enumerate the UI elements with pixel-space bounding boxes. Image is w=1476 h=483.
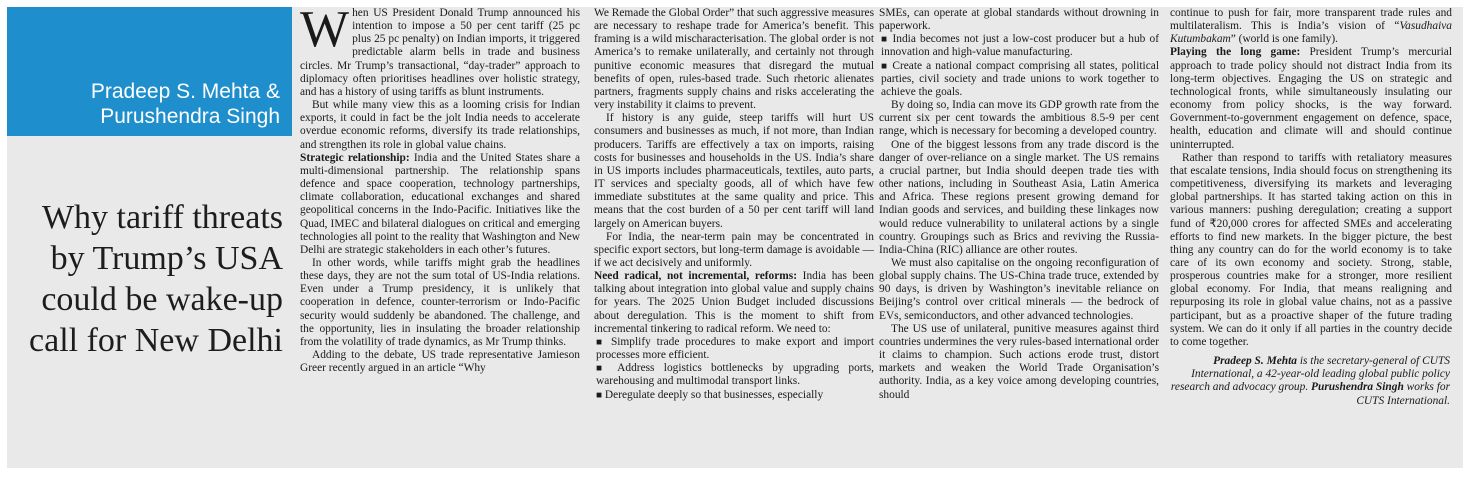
paragraph: In other words, while tariffs might grab the headlines these days, they are not the sum total of US-India relations. Even under a Trump presidency, it is unlikely that cooperation in defence, counter-terrorism or Indo-Pacific security would suddenly be abandoned. The challenge, and the opportunity, lies in insulating the broader relationship from the volatility of trade dynamics, as Mr Trump thinks. (300, 256, 580, 348)
black-square-icon: ■ (596, 336, 606, 348)
subheading: Need radical, not incremental, reforms: (594, 270, 798, 283)
article-column-2 (594, 7, 874, 468)
paragraph: For India, the near-term pain may be concentrated in specific export sectors, but long-term damage is avoidable — if we act decisively and uniformly. (594, 230, 874, 269)
byline-line-1: Pradeep S. Mehta & (90, 80, 280, 103)
paragraph: Adding to the debate, US trade representative Jamieson Greer recently argued in an article “Why (300, 349, 580, 375)
author-byline (91, 79, 280, 129)
headline: Why tariff threats by Trump’s USA could be wake-up call for New Delhi (29, 199, 283, 359)
author-name: Purushendra Singh (1311, 381, 1404, 394)
paragraph: By doing so, India can move its GDP growth rate from the current six per cent towards the ambitious 8.5-9 per cent range, which is necessary for becoming a developed country. (879, 99, 1159, 138)
author-name: Pradeep S. Mehta (1213, 355, 1297, 368)
black-square-icon: ■ (596, 363, 609, 375)
paragraph: The US use of unilateral, punitive measures against third countries undermines the very rules-based international order it claims to champion. Such actions erode trust, distort markets and weaken the World Trade Organisation’s authority. India, as a key voice among developing countries, should (879, 322, 1159, 401)
paragraph: SMEs, can operate at global standards without drowning in paperwork. (879, 7, 1159, 33)
article-column-4 (1170, 7, 1452, 468)
paragraph: One of the biggest lessons from any trade discord is the danger of over-reliance on a single market. The US remains a crucial partner, but India should deepen trade ties with other nations, including in Southeast Asia, Latin America and Africa. These regions present growing demand for Indian goods and services, and building these linkages now would reduce vulnerability to unilateral actions by a single country. Groupings such as Brics and reviving the Russia-India-China (RIC) alliance are other routes. (879, 138, 1159, 256)
subheading: Playing the long game: (1170, 46, 1301, 59)
black-square-icon: ■ (881, 60, 889, 72)
bullet-item (879, 33, 1159, 59)
bullet-text: Deregulate deeply so that businesses, especially (604, 388, 824, 401)
black-square-icon: ■ (596, 389, 603, 401)
bullet-item (879, 60, 1159, 99)
drop-cap: W (300, 7, 350, 58)
bio-text: is the secretary-general of CUTS International, a 42-year-old leading global public policy research and advocacy group. (1170, 355, 1450, 394)
subheading: Strategic relationship: (300, 151, 410, 164)
paragraph (1170, 46, 1452, 151)
paragraph: If history is any guide, steep tariffs will hurt US consumers and businesses as much, if not more, than Indian producers. Tariffs are effectively a tax on imports, raising costs for businesses and households in the US. India’s share in US imports includes pharmaceuticals, textiles, auto parts, IT services and specialty goods, all of which have few immediate substitutes at the same quality and price. This means that the cost burden of a 50 per cent tariff will land largely on American buyers. (594, 112, 874, 230)
paragraph (1170, 7, 1452, 46)
paragraph: We must also capitalise on the ongoing reconfiguration of global supply chains. The US-China trade truce, extended by 90 days, is driven by Washington’s inevitable reliance on Beijing’s control over critical minerals — the bedrock of EVs, semiconductors, and other advanced technologies. (879, 256, 1159, 322)
bullet-text: Create a national compact comprising all states, political parties, civil society and trade unions to work together to achieve the goals. (881, 59, 1159, 98)
black-square-icon: ■ (881, 34, 889, 46)
paragraph-text: hen US President Donald Trump announced his intention to impose a 50 per cent tariff (25 pc plus 25 pc penalty) on Indian imports, it triggered predictable alarm bells in trade and business circles. Mr Trump’s transactional, “day-trader” approach to diplomacy often prioritises headlines over holistic strategy, and has a history of using tariffs as blunt instruments. (300, 7, 580, 98)
bullet-text: India becomes not just a low-cost producer but a hub of innovation and high-value manufacturing. (881, 33, 1159, 59)
paragraph: Rather than respond to tariffs with retaliatory measures that escalate tensions, India should focus on strengthening its competitiveness, diversifying its markets and leveraging global partnerships. It has started taking action on this in various manners: pushing deregulation; creating a support fund of ₹20,000 crores for affected SMEs and accelerating efforts to find new markets. In the bigger picture, the best thing any country can do for the world economy is to take care of its own economy and society. Strong, stable, prosperous countries make for a stronger, more resilient global economy. For India, that means realigning and repurposing its role in global value chains, not as a passive participant, but as a proactive shaper of the future trading system. We can do it only if all parties in the country decide to come together. (1170, 151, 1452, 348)
paragraph: But while many view this as a looming crisis for Indian exports, it could in fact be the jolt India needs to accelerate overdue economic reforms, diversify its trade relationships, and strengthen its role in global value chains. (300, 99, 580, 151)
bullet-item (594, 362, 874, 388)
paragraph-text: ” (world is one family). (1230, 33, 1338, 46)
bullet-text: Simplify trade procedures to make export and import processes more efficient. (596, 335, 874, 362)
paragraph-text: President Trump’s mercurial approach to trade policy should not distract India from its long-term objectives. Engaging the US on strategic and technological fronts, while simultaneously insulating our economy from policy shocks, is the way forward. Government-to-government engagement on defence, space, health, education and climate will and should continue uninterrupted. (1170, 46, 1452, 151)
byline-line-2: Purushendra Singh (100, 105, 280, 128)
bullet-item (594, 389, 874, 402)
author-bio (1170, 355, 1452, 408)
paragraph-text: continue to push for fair, more transparent trade rules and multilateralism. This is India’s vision of “ (1170, 7, 1452, 33)
paragraph-text: India and the United States share a multi-dimensional partnership. The relationship spans defence and space cooperation, technology partnerships, climate collaboration, educational exchanges and shared geopolitical concerns in the Indo-Pacific. Initiatives like the Quad, IMEC and bilateral dialogues on critical and emerging technologies all point to the reality that Washington and New Delhi are strategic stakeholders in each other’s futures. (300, 151, 580, 256)
article-column-3 (879, 7, 1159, 468)
article-column-1 (300, 7, 580, 468)
bullet-item (594, 336, 874, 362)
paragraph (594, 270, 874, 336)
paragraph (300, 7, 580, 99)
bio-text: works for CUTS International. (1356, 381, 1450, 407)
paragraph-text: India has been talking about integration into global value and supply chains for years. The 2025 Union Budget included discussions about deregulation. This is the moment to shift from incremental tinkering to radical reform. We need to: (594, 270, 874, 335)
byline-box (7, 7, 292, 136)
paragraph (300, 152, 580, 257)
article-page (7, 7, 1463, 468)
bullet-text: Address logistics bottlenecks by upgrading ports, warehousing and multimodal transport links. (596, 362, 874, 388)
paragraph: We Remade the Global Order” that such aggressive measures are necessary to reshape trade for America’s benefit. This framing is a wild mischaracterisation. The global order is not America’s to remake unilaterally, and certainly not through punitive economic measures that disregard the mutual benefits of open, rules-based trade. Such rhetoric alienates partners, fragments supply chains and risks accelerating the very instability it claims to prevent. (594, 7, 874, 112)
italic-phrase: Vasudhaiva Kutumbakam (1170, 20, 1452, 46)
